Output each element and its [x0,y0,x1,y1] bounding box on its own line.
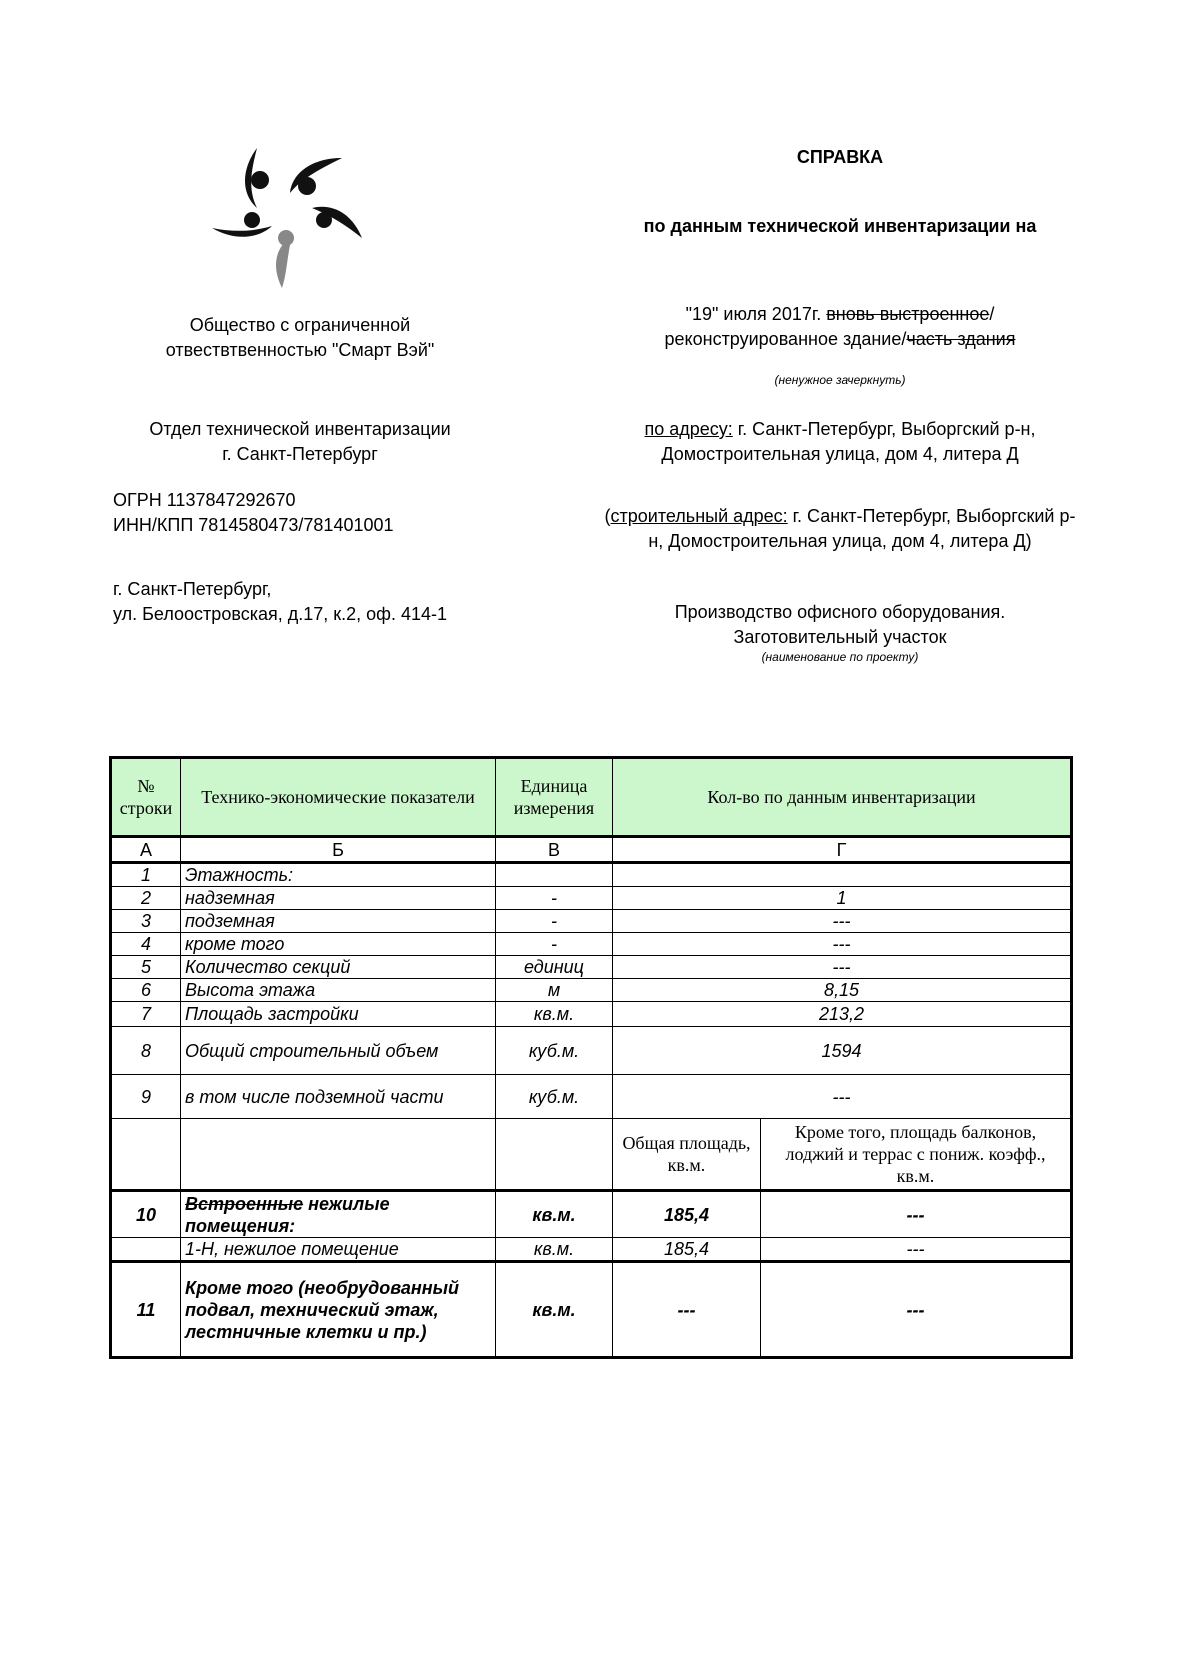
table-row [111,1262,1072,1358]
purpose-line1: Производство офисного оборудования. [674,602,1006,622]
row-unit: куб.м. [496,1075,613,1119]
row-value: 213,2 [613,1002,1072,1027]
inventory-table [109,756,1073,1359]
row-num: 11 [111,1262,181,1358]
row-name [181,1191,496,1238]
row-num: 10 [111,1191,181,1238]
row-unit: м [496,979,613,1002]
row-unit: куб.м. [496,1027,613,1075]
row-name: Количество секций [181,956,496,979]
logo-head [298,177,316,195]
row-name: Высота этажа [181,979,496,1002]
letter-v: В [496,837,613,863]
status-struck-part: часть здания [906,329,1016,349]
row-unit: кв.м. [496,1238,613,1262]
row-num: 8 [111,1027,181,1075]
row-balcony: --- [761,1238,1072,1262]
build-address-text: г. Санкт-Петербург, Выборгский р-н, Домостроительная улица, дом 4, литера Д) [648,506,1076,551]
object-purpose [600,600,1080,650]
row-value: 1594 [613,1027,1072,1075]
row-num: 6 [111,979,181,1002]
table-row [111,910,1072,933]
row-value: 8,15 [613,979,1072,1002]
row-num: 4 [111,933,181,956]
object-address [600,417,1080,467]
row-num [111,1238,181,1262]
company-address [113,577,533,627]
row-unit [496,863,613,887]
row-name: Кроме того (необрудованный подвал, технический этаж, лестничные клетки и пр.) [181,1262,496,1358]
row-value [613,863,1072,887]
row-value: 1 [613,887,1072,910]
doc-title: СПРАВКА [796,147,884,167]
table-row [111,1075,1072,1119]
table-letters-row [111,837,1072,863]
logo-swoosh [212,226,272,237]
row-value: --- [613,1075,1072,1119]
inventory-date: "19" июля 2017г. [685,304,822,324]
row-total: 185,4 [613,1191,761,1238]
row-num: 5 [111,956,181,979]
row-num: 1 [111,863,181,887]
row-name: кроме того [181,933,496,956]
company-line2: отвествтвенностью "Смарт Вэй" [165,340,435,360]
letter-g: Г [613,837,1072,863]
logo-swoosh [290,158,342,193]
doc-subtitle: по данным технической инвентаризации на [643,216,1037,236]
ogrn: ОГРН 1137847292670 [113,490,296,510]
registration-numbers [113,488,513,538]
status-struck-new: вновь выстроенное [826,304,990,324]
company-name [120,313,480,363]
table-row [111,933,1072,956]
logo-head [244,212,260,228]
row-value: --- [613,910,1072,933]
build-address-label: строительный адрес: [610,506,788,526]
row-name: Площадь застройки [181,1002,496,1027]
logo-figures-icon [212,148,362,288]
row-unit: - [496,910,613,933]
row-unit: - [496,887,613,910]
dept-line2: г. Санкт-Петербург [222,444,378,464]
inn-kpp: ИНН/КПП 7814580473/781401001 [113,515,394,535]
header-unit: Единица измерения [496,758,613,837]
row-name-struck: Встроенные [185,1193,304,1214]
logo-head [251,171,269,189]
table-row [111,1002,1072,1027]
header-name: Технико-экономические показатели [181,758,496,837]
header-num: № строки [111,758,181,837]
row-name: 1-Н, нежилое помещение [181,1238,496,1262]
build-address [600,504,1080,554]
letter-a: А [111,837,181,863]
row-value: --- [613,956,1072,979]
row-balcony: --- [761,1191,1072,1238]
company-logo [212,148,362,298]
header-qty: Кол-во по данным инвентаризации [613,758,1072,837]
row-num: 9 [111,1075,181,1119]
row-total: 185,4 [613,1238,761,1262]
row-num: 7 [111,1002,181,1027]
purpose-line2: Заготовительный участок [733,627,947,647]
table-row [111,979,1072,1002]
row-unit: кв.м. [496,1262,613,1358]
row-balcony: --- [761,1262,1072,1358]
purpose-note: (наименование по проекту) [761,650,919,664]
build-open-paren: ( [604,506,611,526]
row-name: в том числе подземной части [181,1075,496,1119]
table-header-row [111,758,1072,837]
company-address-line2: ул. Белоостровская, д.17, к.2, оф. 414-1 [113,604,447,624]
row-name-rest: нежилые помещения: [185,1193,390,1236]
row-name: надземная [181,887,496,910]
row-total: --- [613,1262,761,1358]
table-row [111,863,1072,887]
row-name: подземная [181,910,496,933]
table-row [111,887,1072,910]
row-unit: кв.м. [496,1191,613,1238]
subheader-total: Общая площадь, кв.м. [613,1119,761,1191]
address-label: по адресу: [644,419,733,439]
status-note: (ненужное зачеркнуть) [774,373,906,387]
row-num: 3 [111,910,181,933]
row-name: Этажность: [181,863,496,887]
row-unit: кв.м. [496,1002,613,1027]
table-row [111,1027,1072,1075]
row-unit: единиц [496,956,613,979]
table-row [111,1191,1072,1238]
company-address-line1: г. Санкт-Петербург, [113,579,272,599]
table-row [111,956,1072,979]
table-row [111,1238,1072,1262]
logo-head [278,230,294,246]
row-unit: - [496,933,613,956]
table-subheader-row [111,1119,1072,1191]
row-name: Общий строительный объем [181,1027,496,1075]
subheader-balcony: Кроме того, площадь балконов, лоджий и террас с пониж. коэфф., кв.м. [761,1119,1072,1191]
address-text: г. Санкт-Петербург, Выборгский р-н, Домостроительная улица, дом 4, литера Д [661,419,1036,464]
row-value: --- [613,933,1072,956]
logo-head [316,212,332,228]
status-reconstructed: /реконструированное здание/ [664,304,995,349]
row-num: 2 [111,887,181,910]
date-status-block [600,302,1080,352]
department [110,417,490,467]
dept-line1: Отдел технической инвентаризации [149,419,451,439]
company-line1: Общество с ограниченной [189,315,411,335]
letter-b: Б [181,837,496,863]
